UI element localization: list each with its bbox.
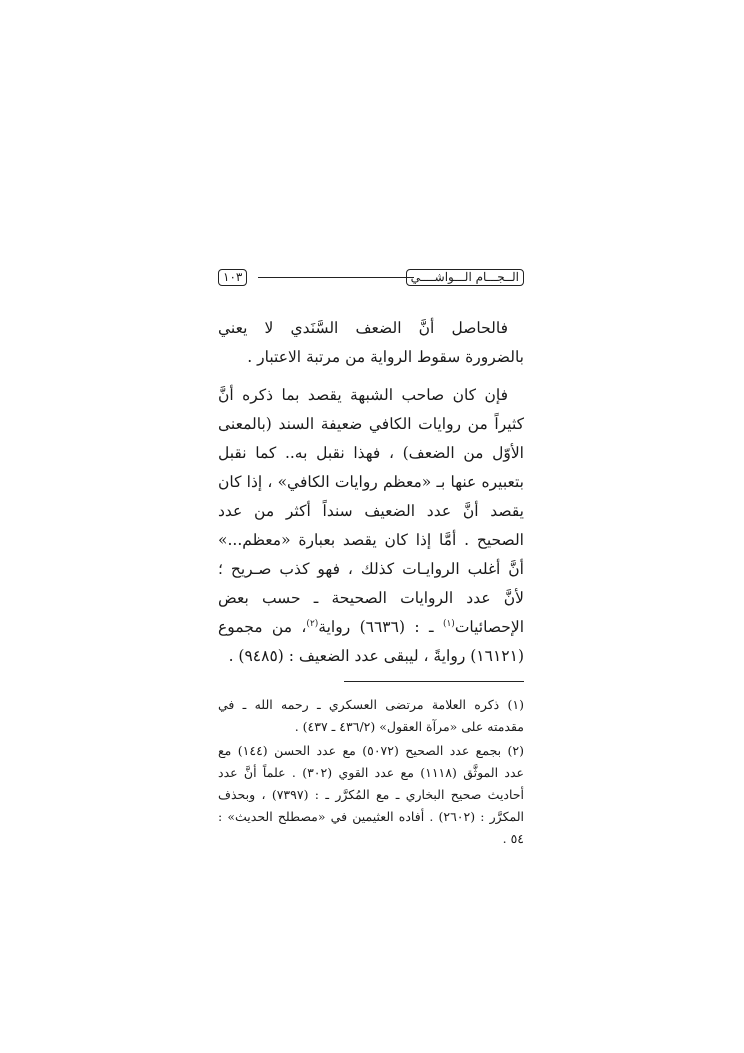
header-rule bbox=[258, 277, 414, 278]
paragraph-text-b: ـ : (٦٦٣٦) رواية bbox=[318, 618, 443, 636]
footnote-1: (١) ذكره العلامة مرتضى العسكري ـ رحمه الله ـ في مقدمته على «مرآة العقول» (٤٣٦/٢ ـ ٤٣٧) . bbox=[218, 697, 524, 734]
paragraph-text-a: فإن كان صاحب الشبهة يقصد بما ذكره أنَّ كثيراً من روايات الكافي ضعيفة السند (بالمعنى الأوّل من الضعف) ، فهذا نقبل به.. كما نقبل بتعبيره عنها بـ «معظم روايات الكافي» ، إذا كان يقصد أنَّ عدد الضعيف سنداً أكثر من عدد الصحيح . أمَّا إذا كان يقصد بعبارة «معظم...» أنَّ أغلب الروايـات كذلك ، فهو كذب صـريح ؛ لأنَّ عدد الروايات الصحيحة ـ حسب بعض الإحصائيات bbox=[218, 386, 525, 636]
page-number: ١٠٣ bbox=[218, 269, 247, 286]
footnote-2: (٢) بجمع عدد الصحيح (٥٠٧٢) مع عدد الحسن (١٤٤) مع عدد الموثَّق (١١١٨) مع عدد القوي (٣٠٢) . علماً أنَّ عدد أحاديث صحيح البخاري ـ مع المُكرَّر ـ : (٧٣٩٧) ، وبحذف المكرَّر : (٢٦٠٢) . أفاده العثيمين في «مصطلح الحديث» : ٥٤ . bbox=[218, 743, 525, 846]
paragraph-text-c: ، من مجموع (١٦١٢١) روايةً ، ليبقى عدد الضعيف : (٩٤٨٥) . bbox=[218, 618, 524, 665]
header-title: الــجـــام الـــواشــــي bbox=[406, 269, 524, 286]
paragraph-argument bbox=[218, 381, 524, 671]
book-page bbox=[218, 266, 524, 852]
running-header bbox=[218, 266, 524, 288]
footnote-separator bbox=[344, 681, 524, 682]
footnote-ref-2[interactable]: (٢) bbox=[306, 618, 319, 629]
paragraph-conclusion: فالحاصل أنَّ الضعف السَّنَدي لا يعني بالضرورة سقوط الرواية من مرتبة الاعتبار . bbox=[218, 319, 524, 366]
footnote-ref-1[interactable]: (١) bbox=[442, 618, 455, 629]
